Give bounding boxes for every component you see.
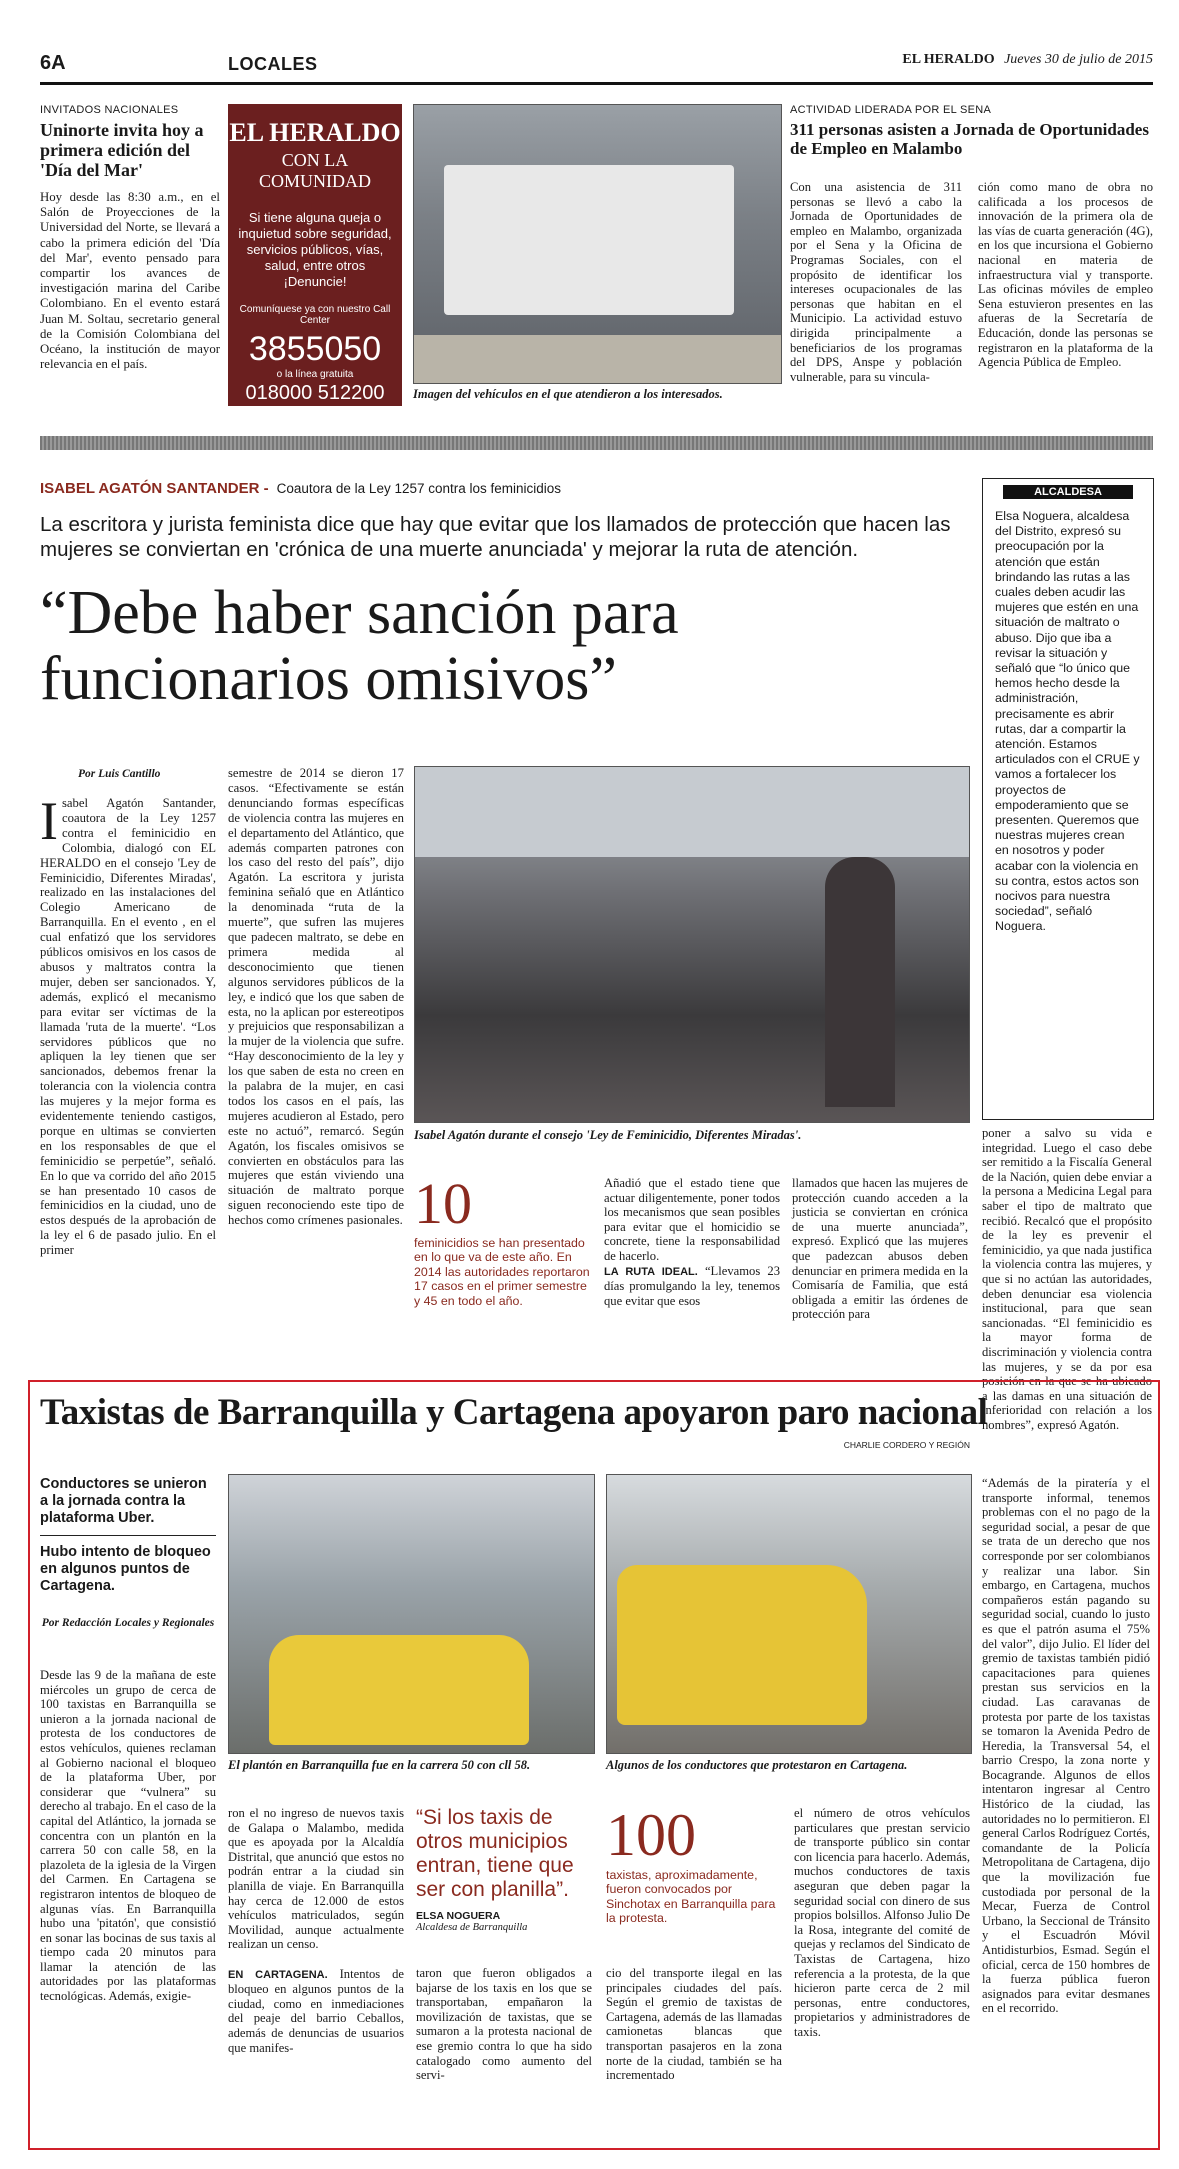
taxi-col2b-text: Intentos de bloqueo en algunos puntos de la ciudad, como en inmediaciones del peaje del barrio Ceballos, además de denuncias de usuarios que manifes- [228, 1966, 405, 2055]
barranquilla-protest-photo [228, 1474, 595, 1754]
taxi-summary-2: Hubo intento de bloqueo en algunos puntos de Cartagena. [40, 1544, 211, 1594]
ad-call: Comuníquese ya con nuestro Call Center [239, 304, 391, 326]
interview-headline: “Debe haber sanción para funcionarios omisivos” [40, 579, 679, 713]
pull-quote [416, 1806, 592, 1933]
drop-cap: I [40, 791, 58, 851]
sena-title: 311 personas asisten a Jornada de Oportunidades de Empleo en Malambo [790, 120, 1149, 158]
barranquilla-caption: El plantón en Barranquilla fue en la carrera 50 con cll 58. [228, 1758, 531, 1772]
page-number: 6A [40, 52, 66, 74]
interview-deck: La escritora y jurista feminista dice que hay que evitar que los llamados de protección que hacen las mujeres se conviertan en 'crónica de una muerte anunciada' y mejorar la ruta de atención. [40, 513, 951, 561]
taxi-col1: Desde las 9 de la mañana de este miércoles un grupo de cerca de 100 taxistas en Barranquilla se unieron a la jornada nacional de protesta de los conductores de estos vehículos, quienes reclaman al Gobierno nacional el bloqueo de la plataforma Uber, por considerar que “vulnera” su derecho al trabajo. En el caso de la capital del Atlántico, la jornada se concentra con un plantón en la carrera 50 con calle 58, en la plazoleta de la iglesia de la Virgen del Carmen. En Cartagena se registraron intentos de bloqueo de algunas vías. En Barranquilla hubo una 'pitatón', que consistió en sonar las bocinas de sus taxis al tiempo cada 20 minutos para llamar la atención de las autoridades por las plataformas tecnológicas. Además, exigie- [40, 1668, 216, 2004]
taxi-byline: Por Redacción Locales y Regionales [41, 1617, 215, 1629]
taxi-col6: “Además de la piratería y el transporte informal, tenemos problemas con el no pago de la seguridad social, a pesar de que se trata de un derecho que nos corresponde por ser colombianos y realizar una labor. Sin embargo, en Cartagena, muchos compañeros están pagando su seguridad social, cuando lo justo es que el patrón asuma el 75% del valor”, dijo Julio. El líder del gremio de taxistas también pidió capacitaciones para quienes prestan sus servicios en la ciudad. Las caravanas de protesta por parte de los taxistas se tomaron la Avenida Pedro de Heredia, la Transversal 54, el barrio Crespo, la zona norte y Bocagrande. Algunos de ellos intentaron ingresar al Centro Histórico de la ciudad, las autoridades no lo permitieron. El general Carlos Rodríguez Cortés, comandante de la Policía Metropolitana de Cartagena, dijo que la movilización fue custodiada por personal de la Mecar, Fuerza de Control Urbano, la Seccional de Tránsito y el Escuadrón Móvil Antidisturbios, Esmad. Según el oficial, cerca de 150 hombres de la fuerza pública fueron asignados para evitar desmanes en el recorrido. [982, 1476, 1150, 2016]
taxi-summary-1: Conductores se unieron a la jornada contra la plataforma Uber. [40, 1476, 207, 1526]
conference-caption: Isabel Agatón durante el consejo 'Ley de Feminicidio, Diferentes Miradas'. [414, 1128, 802, 1142]
brief-uninorte [40, 104, 220, 372]
brief-title: Uninorte invita hoy a primera edición del 'Día del Mar' [40, 120, 204, 180]
sidebar-text: Elsa Noguera, alcaldesa del Distrito, expresó su preocupación por la atención que están brindando las rutas a las cuales deben acudir las mujeres que estén en una situación de maltrato o abuso. Dijo que iba a revisar la situación y señaló que “lo único que hemos hecho desde la administración, precisamente es abrir rutas, dar a compartir la atención. Estamos articulados con el CRUE y vamos a fortalecer los proyectos de empoderamiento que se presenten. Queremos que nuestras mujeres crean en nosotros y poder acabar con la violencia en su contra, estos actos son nocivos para nuestra sociedad”, señaló Noguera. [995, 509, 1140, 934]
yellow-taxi-shape [269, 1635, 529, 1745]
masthead-rule [40, 82, 1153, 85]
cartagena-protest-photo [606, 1474, 972, 1754]
quote-text: “Si los taxis de otros municipios entran, tiene que ser con planilla”. [416, 1806, 574, 1901]
taxi-col4: cio del transporte ilegal en las principales ciudades del país. Según el gremio de taxistas de Cartagena, además de las llamadas camionetas blancas que transportan pasajeros en la zona norte de la ciudad, también se ha incrementado [606, 1966, 782, 2083]
interviewee-role: Coautora de la Ley 1257 contra los feminicidios [276, 481, 562, 496]
interview-col5: poner a salvo su vida e integridad. Luego el caso debe ser remitido a la Fiscalía General de la Nación, quien debe enviar a la persona a Medicina Legal para saber el tipo de maltrato que recibió. Recalcó que el propósito de la ley es prevenir el feminicidio, ya que nada justifica la violencia contra las mujeres, y que si no actúan las autoridades, deben denunciar esa violencia institucional, para que sean sancionadas. “El feminicidio es la mayor forma de discriminación y violencia contra las mujeres, y se da por esa posición en la que se ha ubicado a las damas en una situación de inferioridad con relación a los hombres”, expresó Agatón. [982, 1126, 1152, 1432]
ground-shape [414, 335, 781, 383]
sena-col2: ción como mano de obra no calificada a los procesos de innovación de la primera ola de las vías de cuarta generación (4G), en los que incursiona el Gobierno nacional en materia de infraestructura vial y transporte. Las oficinas móviles de empleo Sena estuvieron presentes en las afueras de la Secretaría de Educación, donde las personas se registraron en la plataforma de la Agencia Pública de Empleo. [978, 180, 1153, 370]
brief-sena [790, 104, 1155, 158]
mayor-sidebar [982, 478, 1154, 1120]
cartagena-caption: Algunos de los conductores que protestaron en Cartagena. [606, 1758, 908, 1772]
taxi-col3: taron que fueron obligados a bajarse de los taxis en los que se transportaban, empañaron la movilización de taxistas, que se sumaron a la protesta nacional de ese gremio contra lo que ha sido catalogado como aumento del servi- [416, 1966, 592, 2083]
ruta-ideal-subhead: LA RUTA IDEAL. [604, 1265, 698, 1278]
ad-free-label: o la línea gratuita [276, 369, 354, 380]
issue-date: Jueves 30 de julio de 2015 [1004, 52, 1153, 67]
paper-name: EL HERALDO [902, 52, 995, 67]
interview-col1 [40, 791, 216, 1258]
top-photo-caption: Imagen del vehículos en el que atendieron a los interesados. [413, 387, 723, 401]
taxi-summary [40, 1476, 216, 1629]
interview-col3b-text: “Llevamos 23 días promulgando la ley, tenemos que evitar que esos [604, 1263, 780, 1308]
interview-col3-text: Añadió que el estado tiene que actuar diligentemente, poner todos los mecanismos que sean posibles para evitar que el homicidio se concrete, tiene la responsabilidad de hacerlo. [604, 1176, 780, 1263]
quote-author: ELSA NOGUERA [416, 1910, 501, 1922]
interview-byline: Por Luis Cantillo [78, 768, 161, 780]
masthead-right [902, 52, 1153, 68]
interview-label [40, 480, 970, 498]
brief-kicker: INVITADOS NACIONALES [40, 104, 179, 116]
taxi-col5: el número de otros vehículos particulares que prestan servicio de transporte público sin contar con licencia para hacerlo. Además, muchos conductores de taxis aseguran que deben pagar la seguridad social con dinero de sus propios bolsillos. Alfonso Julio De la Rosa, integrante del comité de quejas y reclamos del Sindicato de Taxistas de Cartagena, hizo referencia a la protesta, de la que hicieron parte cerca de 2 mil personas, entre conductores, propietarios y administradores de taxis. [794, 1806, 970, 2039]
truck-shape [444, 165, 734, 315]
interviewee-name: ISABEL AGATÓN SANTANDER - [40, 480, 269, 497]
section-divider [40, 436, 1153, 450]
interview-col1-text: sabel Agatón Santander, coautora de la Ley 1257 contra el feminicidio en Colombia, dialogó con EL HERALDO en el consejo 'Ley de Feminicidio, Diferentes Miradas', realizado en las instalaciones del Colegio Americano de Barranquilla. En el evento , en el cual enfatizó que los servidores públicos omisivos en los casos de abusos y maltratos contra la mujer, deben ser sancionados. Y, además, explicó el mecanismo para evitar ser víctimas de la llamada 'ruta de la muerte'. “Los servidores públicos que no apliquen la ley tienen que ser sancionados, debemos frenar la tolerancia con la violencia contra las mujeres y la mejor forma es evidentemente teniendo castigos, porque en ultimas se convierten en los responsables de que el feminicidio se perpetúe”, señaló. En lo que va corrido del año 2015 se han presentado 10 casos de feminicidios en la ciudad, uno de estos después de la aprobación de la ley el 6 de pasado julio. En el primer [40, 796, 216, 1258]
taxi-col2 [228, 1806, 404, 2055]
yellow-taxi-shape-2 [617, 1565, 867, 1725]
feminicide-count: 10 [414, 1171, 472, 1236]
ad-subtitle: CON LA COMUNIDAD [259, 150, 371, 191]
interview-col3 [604, 1176, 780, 1308]
quote-role: Alcaldesa de Barranquilla [416, 1922, 528, 1933]
community-ad [228, 104, 402, 406]
interview-col2: semestre de 2014 se dieron 17 casos. “Efectivamente se están denunciando formas específicas de violencia contra las mujeres en el departamento del Atlántico, que además comparten patrones con los caso del resto del país”, dijo Agatón. La escritora y jurista feminina señaló que en Atlántico la denominada “ruta de la muerte”, que sufren las mujeres que padecen maltrato, se debe en primera medida al desconocimiento que tienen algunos servidores públicos de la ley, e indicó que los que saben de esta, no la aplican por estereotipos y prejuicios que responsabilizan a la mujer de la violencia que sufre. “Hay desconocimiento de la ley y los que saben de esta no creen en la palabra de la mujer, en casi todos los casos en el país, las mujeres acudieron al Estado, pero este no actuó”, remarcó. Según Agatón, los fiscales omisivos se convierten en obstáculos para las mujeres que están viviendo una situación de maltrato porque siguen reconociendo este tipo de hechos como crímenes pasionales. [228, 766, 404, 1228]
sidebar-label: ALCALDESA [1003, 485, 1133, 499]
ad-text: Si tiene alguna queja o inquietud sobre seguridad, servicios públicos, vías, salud, entre otros ¡Denuncie! [238, 210, 392, 289]
section-name: LOCALES [228, 54, 318, 74]
brief-body: Hoy desde las 8:30 a.m., en el Salón de Proyecciones de la Universidad del Norte, se llevará a cabo la primera edición del 'Día del Mar', evento pensado para compartir los avances de investigación marina del Caribe Colombiano. En el evento estará Juan M. Soltau, secretario general de la Comisión Colombiana del Océano, la institución de mayor relevancia en el país. [40, 190, 220, 372]
taxi-col2-text: ron el no ingreso de nuevos taxis de Galapa o Malambo, medida que es apoyada por la Alcaldía Distrital, que anunció que estos no podrán entrar a la ciudad sin planilla de viaje. En Barranquilla hay cerca de 12.000 de estos vehículos matriculados, según Movilidad, aunque actualmente realizan un censo. [228, 1806, 404, 1952]
sena-kicker: ACTIVIDAD LIDERADA POR EL SENA [790, 104, 992, 116]
photo-credit: CHARLIE CORDERO Y REGIÓN [843, 1440, 970, 1450]
summary-divider [40, 1535, 216, 1536]
interview-col4: llamados que hacen las mujeres de protección cuando acceden a la justicia se conviertan en crónica de una muerte anunciada”, expresó. Explicó que las mujeres que padezcan abusos deben denunciar en primera medida en la Comisaría de Familia, que está obligada a emitir las órdenes de protección para [792, 1176, 968, 1322]
taxi-stat-text: taxistas, aproximadamente, fueron convocados por Sinchotax en Barranquilla para la protesta. [606, 1868, 776, 1926]
cartagena-subhead: EN CARTAGENA. [228, 1968, 328, 1981]
ad-phone: 3855050 [248, 330, 382, 368]
speaker-shape [825, 857, 895, 1107]
ad-tollfree: 018000 512200 [245, 382, 385, 404]
taxi-headline: Taxistas de Barranquilla y Cartagena apoyaron paro nacional [40, 1392, 988, 1433]
sena-vehicle-photo [413, 104, 782, 384]
taxi-count: 100 [606, 1802, 696, 1868]
ceiling-shape [415, 767, 969, 857]
ad-title: EL HERALDO [229, 118, 401, 147]
conference-photo [414, 766, 970, 1123]
sena-col1: Con una asistencia de 311 personas se llevó a cabo la Jornada de Oportunidades de empleo en Malambo, organizada por el Sena y la Oficina de Programas Sociales, con el propósito de identificar los intereses ocupacionales de las personas que habitan en el Municipio. La actividad estuvo dirigida principalmente a beneficiarios de los programas del DPS, Anspe y población vulnerable, para su vincula- [790, 180, 962, 384]
feminicide-stat-text: feminicidios se han presentado en lo que va de este año. En 2014 las autoridades reportaron 17 casos en el primer semestre y 45 en todo el año. [414, 1236, 590, 1308]
